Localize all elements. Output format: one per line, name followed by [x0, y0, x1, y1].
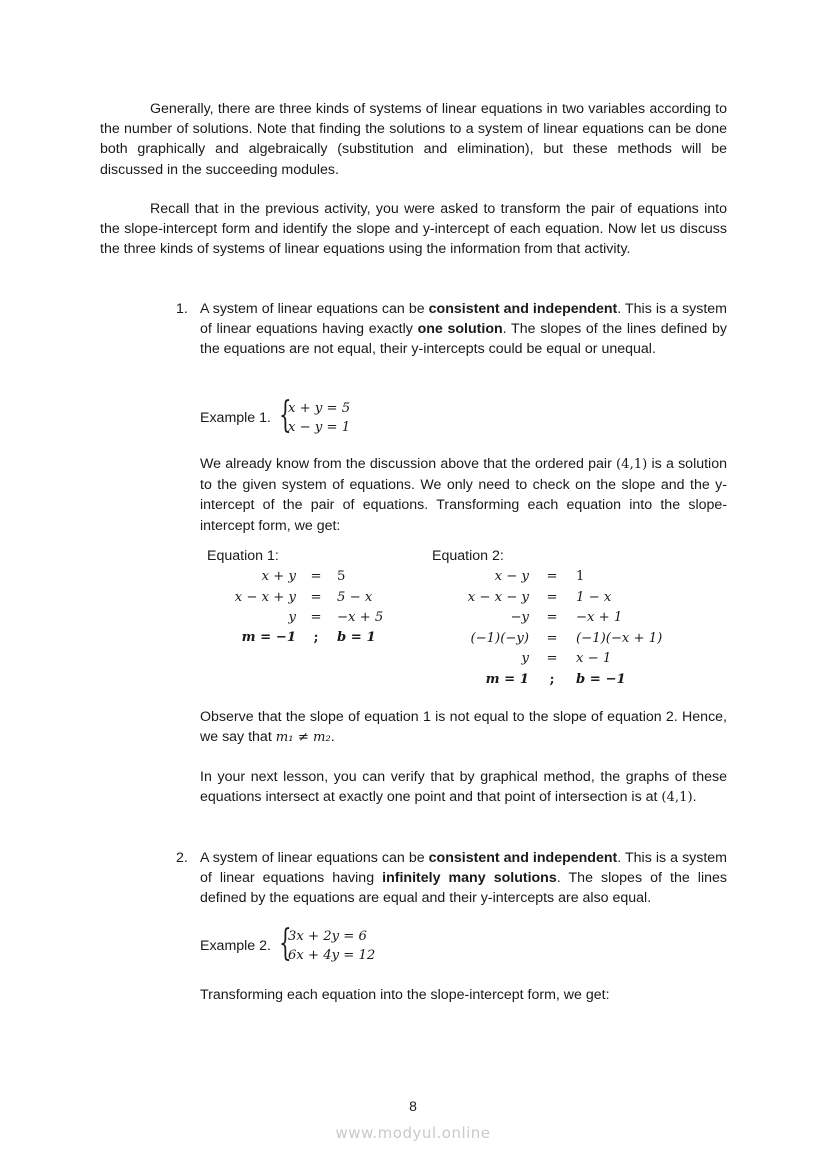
slope-value: m = 1: [485, 672, 529, 687]
example-1-explanation: We already know from the discussion above that the ordered pair (4,1) is a solution to the given system of equations. We only need to check on the slope and the y-intercept of the pair of equations. Transforming each equation into the slope-intercept form, we get:: [200, 456, 727, 534]
equation-2-title: Equation 2:: [432, 548, 504, 564]
example-1: [200, 395, 380, 439]
system-equation: x − y = 1: [288, 420, 351, 435]
observation-paragraph: Observe that the slope of equation 1 is not equal to the slope of equation 2. Hence, we say that m₁ ≠ m₂.: [200, 709, 727, 746]
intersection-point: (4,1): [661, 790, 693, 806]
system-equation: x + y = 5: [288, 401, 351, 416]
intercept-value: b = 1: [337, 630, 376, 645]
ordered-pair: (4,1): [616, 457, 648, 472]
watermark: www.modyul.online: [335, 1124, 491, 1142]
system-equation: 3x + 2y = 6: [288, 929, 367, 944]
example-2-system: [288, 927, 375, 965]
equation-1-title: Equation 1:: [207, 548, 279, 564]
slope-value: m = −1: [241, 630, 296, 645]
left-brace-icon: {: [279, 395, 292, 436]
left-brace-icon: {: [279, 923, 292, 964]
intercept-value: b = −1: [576, 672, 626, 687]
next-lesson-paragraph: In your next lesson, you can verify that by graphical method, the graphs of these equations intersect at exactly one point and that point of intersection is at (4,1).: [200, 769, 727, 806]
emphasis-consistent-independent: consistent and independent: [428, 301, 618, 317]
system-equation: 6x + 4y = 12: [288, 948, 376, 963]
intro-paragraph-2: Recall that in the previous activity, you were asked to transform the pair of equations into the slope-intercept form and identify the slope and y-intercept of each equation. Now let us discuss the three kinds of systems of linear equations using the information from that activity.: [100, 201, 727, 258]
list-item-1: [176, 299, 727, 360]
slope-inequality: m₁ ≠ m₂: [275, 730, 331, 746]
list-number: 1.: [176, 301, 188, 317]
transform-sentence: Transforming each equation into the slope-intercept form, we get:: [200, 987, 610, 1003]
emphasis-infinitely-many: infinitely many solutions: [382, 870, 557, 887]
page-number: 8: [409, 1098, 417, 1114]
document-page: Generally, there are three kinds of systems of linear equations in two variables according to the number of solutions. Note that finding the solutions to a system of linear equations can be done both graphically and algebraically (substitution and elimination), but these methods will be discussed in the succeeding modules. Recall that in the previous activity, you were asked to transform the pair of equations into the slope-intercept form and identify the slope and y-intercept of each equation. Now let us discuss the three kinds of systems of linear equations using the information from that activity. 1. A system of linear equations can be consistent and independent. This is a system of linear equations having exactly one solution. The slopes of the lines defined by the equations are not equal, their y-intercepts could be equal or unequal. Example 1. { x + y = 5 x − y = 1 We already know from the discussion above that the ordered pair (4,1) is a solution to the given system of equations. We only need to check on the slope and the y-intercept of the pair of equations. Transforming each equation into the slope-intercept form, we get: Equation 1: x + y = 5 x − x + y = 5 − x y = −x + 5 m = −1 ; b = 1 Equation 2: x − y = 1 x − x − y = 1 − x −y = −x + 1 (−1)(−y) = (−1)(−x + 1) y = x − 1 m = 1 ; b = −1 Observe that the slope of equation 1 is not equal to the slope of equation 2. Hence, we say that m₁ ≠ m₂. In your next lesson, you can verify that by graphical method, the graphs of these equations intersect at exactly one point and that point of intersection is at (4,1). 2. A system of linear equations can be consistent and independent. This is a system of linear equations having infinitely many solutions. The slopes of the lines defined by the equations are equal and their y-intercepts are also equal. Example 2. { 3x + 2y = 6 6x + 4y = 12 Transforming each equation into the slope-intercept form, we get: 8 www.modyul.online: [0, 0, 826, 1169]
list-item-2-text: A system of linear equations can be consistent and independent. This is a system of linear equations having infinitely many solutions. The slopes of the lines defined by the equations are equal and their y-intercepts are also equal.: [200, 850, 728, 907]
example-2: [200, 923, 420, 967]
example-1-label: Example 1.: [200, 410, 271, 426]
intro-paragraph-1: Generally, there are three kinds of systems of linear equations in two variables according to the number of solutions. Note that finding the solutions to a system of linear equations can be done both graphically and algebraically (substitution and elimination), but these methods will be discussed in the succeeding modules.: [100, 101, 727, 178]
list-number: 2.: [176, 850, 188, 866]
example-2-label: Example 2.: [200, 938, 271, 954]
list-item-1-text: A system of linear equations can be consistent and independent. This is a system of linear equations having exactly one solution. The slopes of the lines defined by the equations are not equal, their y-intercepts could be equal or unequal.: [200, 301, 728, 358]
list-item-2: [176, 848, 727, 909]
emphasis-one-solution: one solution: [417, 321, 503, 338]
emphasis-consistent-independent: consistent and independent: [428, 850, 618, 866]
example-1-system: [288, 399, 350, 437]
